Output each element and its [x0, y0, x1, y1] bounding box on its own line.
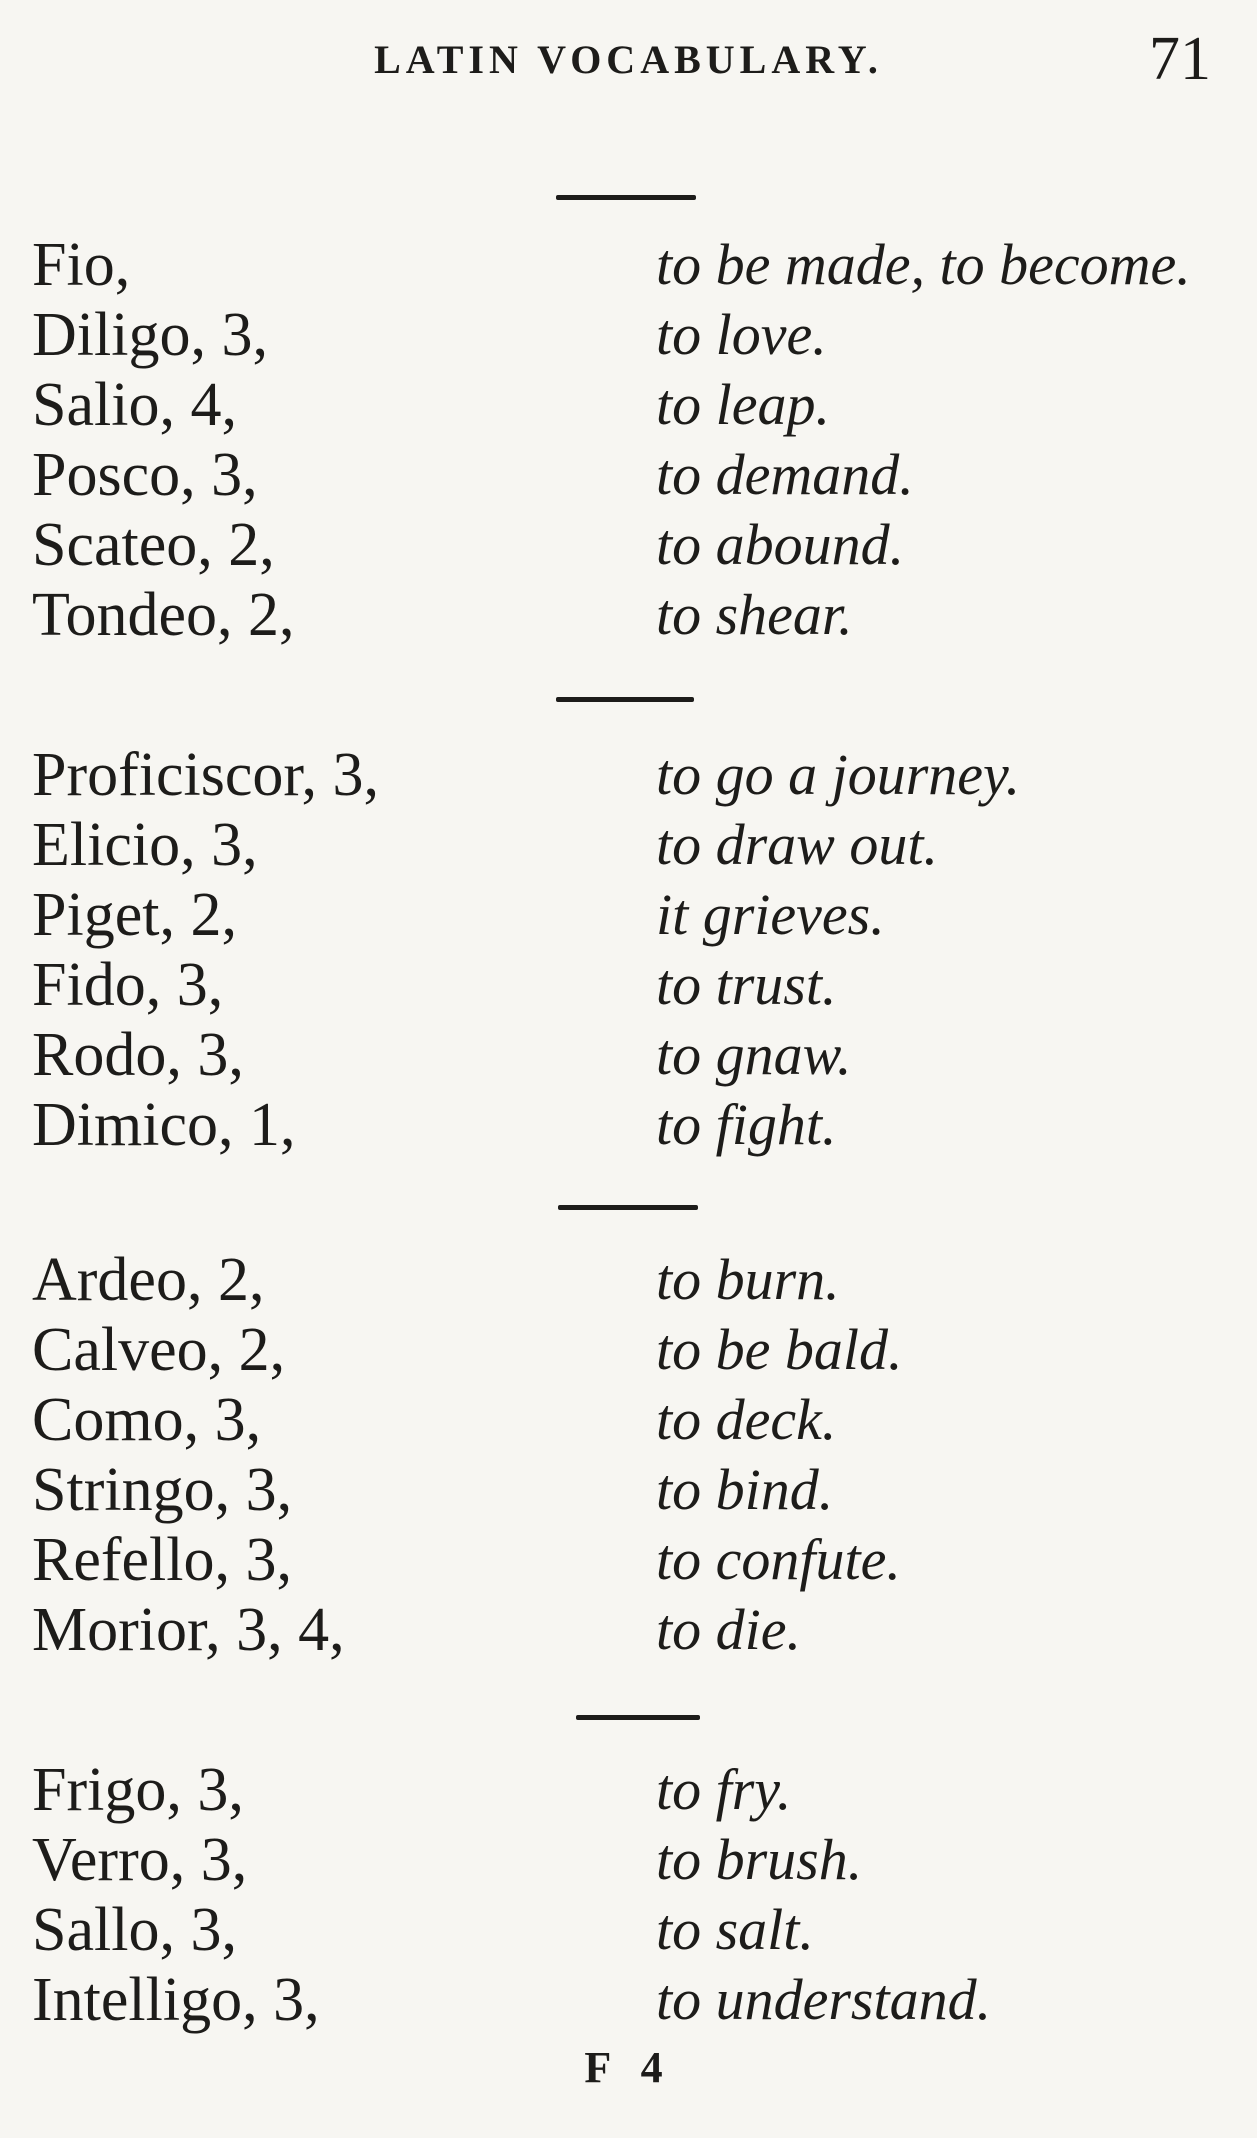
vocab-entry — [0, 1090, 1257, 1160]
signature-mark: F 4 — [584, 2043, 673, 2092]
english-meaning: to go a journey. — [656, 742, 1021, 807]
latin-word: Sallo, 3, — [32, 1896, 237, 1964]
english-meaning: to confute. — [656, 1527, 901, 1592]
vocab-entry — [0, 580, 1257, 650]
english-meaning: to be bald. — [656, 1317, 903, 1382]
english-meaning: to deck. — [656, 1387, 837, 1452]
section-divider — [558, 1205, 698, 1210]
vocab-entry — [0, 1895, 1257, 1965]
latin-word: Piget, 2, — [32, 881, 237, 949]
vocab-entry — [0, 370, 1257, 440]
vocab-entry — [0, 880, 1257, 950]
vocab-entry — [0, 1315, 1257, 1385]
latin-word: Stringo, 3, — [32, 1456, 293, 1524]
latin-word: Salio, 4, — [32, 371, 237, 439]
latin-word: Refello, 3, — [32, 1526, 292, 1594]
english-meaning: to understand. — [656, 1967, 992, 2032]
english-meaning: to bind. — [656, 1457, 834, 1522]
latin-word: Tondeo, 2, — [32, 581, 295, 649]
vocab-entry — [0, 740, 1257, 810]
english-meaning: to leap. — [656, 372, 830, 437]
latin-word: Morior, 3, 4, — [32, 1596, 345, 1664]
latin-word: Elicio, 3, — [32, 811, 258, 879]
vocab-entry — [0, 810, 1257, 880]
vocab-entry — [0, 1755, 1257, 1825]
english-meaning: to gnaw. — [656, 1022, 852, 1087]
latin-word: Calveo, 2, — [32, 1316, 286, 1384]
latin-word: Posco, 3, — [32, 441, 258, 509]
vocab-entry — [0, 1825, 1257, 1895]
vocab-entry — [0, 1965, 1257, 2035]
english-meaning: to die. — [656, 1597, 801, 1662]
latin-word: Diligo, 3, — [32, 301, 268, 369]
vocab-entry — [0, 440, 1257, 510]
english-meaning: to love. — [656, 302, 827, 367]
english-meaning: to shear. — [656, 582, 853, 647]
latin-word: Fido, 3, — [32, 951, 224, 1019]
latin-word: Verro, 3, — [32, 1826, 248, 1894]
english-meaning: to draw out. — [656, 812, 938, 877]
english-meaning: to salt. — [656, 1897, 814, 1962]
english-meaning: to brush. — [656, 1827, 863, 1892]
latin-word: Frigo, 3, — [32, 1756, 244, 1824]
english-meaning: to fry. — [656, 1757, 792, 1822]
english-meaning: it grieves. — [656, 882, 885, 947]
vocab-entry — [0, 510, 1257, 580]
english-meaning: to be made, to become. — [656, 232, 1191, 297]
section-divider — [576, 1715, 700, 1720]
latin-word: Ardeo, 2, — [32, 1246, 265, 1314]
vocab-entry — [0, 1525, 1257, 1595]
vocab-entry — [0, 1020, 1257, 1090]
section-divider — [556, 195, 696, 200]
vocab-entry — [0, 230, 1257, 300]
english-meaning: to burn. — [656, 1247, 840, 1312]
latin-word: Proficiscor, 3, — [32, 741, 380, 809]
english-meaning: to trust. — [656, 952, 837, 1017]
vocab-entry — [0, 1245, 1257, 1315]
page-number: 71 — [1149, 25, 1211, 93]
latin-word: Fio, — [32, 231, 131, 299]
vocab-entry — [0, 950, 1257, 1020]
vocab-entry — [0, 1595, 1257, 1665]
english-meaning: to fight. — [656, 1092, 837, 1157]
english-meaning: to abound. — [656, 512, 905, 577]
latin-word: Como, 3, — [32, 1386, 262, 1454]
section-divider — [556, 697, 694, 702]
latin-word: Rodo, 3, — [32, 1021, 244, 1089]
vocab-entry — [0, 300, 1257, 370]
latin-word: Intelligo, 3, — [32, 1966, 320, 2034]
latin-word: Scateo, 2, — [32, 511, 275, 579]
english-meaning: to demand. — [656, 442, 914, 507]
vocab-entry — [0, 1385, 1257, 1455]
vocab-entry — [0, 1455, 1257, 1525]
running-title: LATIN VOCABULARY. — [374, 37, 883, 82]
latin-word: Dimico, 1, — [32, 1091, 296, 1159]
